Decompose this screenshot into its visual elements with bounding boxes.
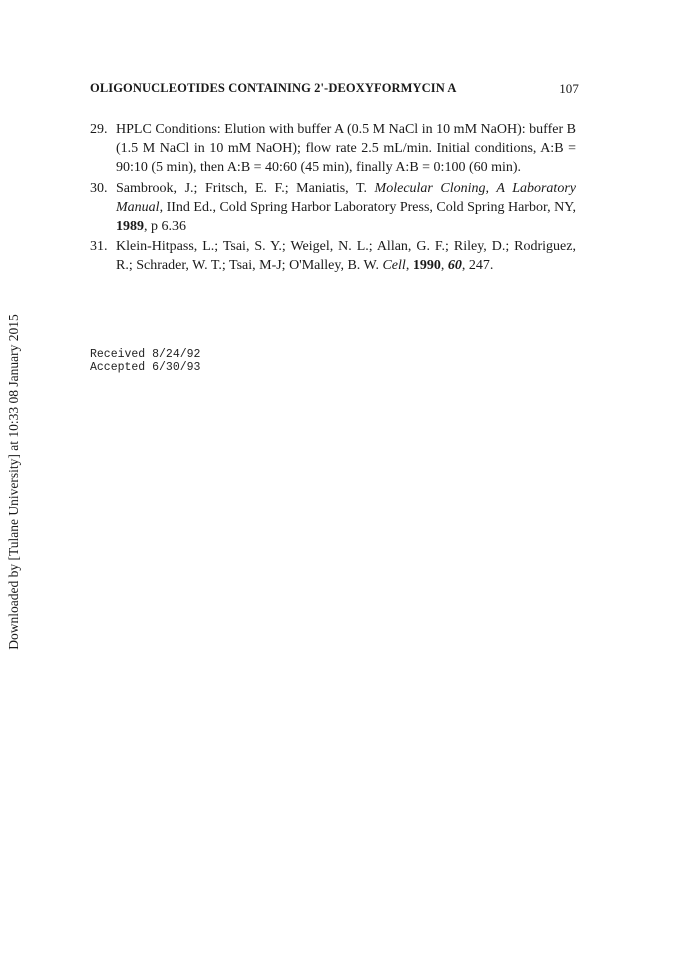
reference-segment: , IInd Ed., Cold Spring Harbor Laboratory Press, Cold Spring Harbor, NY, (159, 199, 576, 215)
reference-item (90, 179, 576, 237)
reference-segment: 1989 (116, 219, 144, 235)
manuscript-dates (90, 348, 200, 374)
reference-segment: , (440, 258, 448, 274)
running-head (90, 81, 579, 99)
accepted-date: Accepted 6/30/93 (90, 361, 201, 374)
reference-segment: HPLC Conditions: Elution with buffer A (0.5 M NaCl in 10 mM NaOH): buffer B (1.5 M NaCl in 10 mM NaOH); flow rate 2.5 mL/min. Initial conditions, A:B = 90:10 (5 min), then A:B = 40:60 (45 min), finally A:B = 0:100 (60 min). (116, 122, 576, 176)
reference-text (116, 179, 576, 237)
page-number: 107 (559, 81, 579, 96)
reference-segment: Klein-Hitpass, L.; Tsai, S. Y.; Weigel, N. L.; Allan, G. F.; Riley, D.; Rodriguez, R.; Schrader, W. T.; Tsai, M-J; O'Malley, B. W. (116, 239, 576, 274)
reference-number: 31. (90, 239, 108, 255)
reference-item (90, 120, 576, 178)
reference-number: 29. (90, 122, 108, 137)
running-title: OLIGONUCLEOTIDES CONTAINING 2'-DEOXYFORMYCIN A (90, 81, 457, 95)
download-watermark-text: Downloaded by [Tulane University] at 10:33 08 January 2015 (6, 314, 21, 650)
reference-number: 30. (90, 180, 108, 196)
reference-item (90, 237, 576, 275)
reference-segment: 60 (447, 258, 462, 274)
reference-list (90, 120, 576, 277)
reference-segment: Cell (382, 258, 406, 274)
reference-text (116, 237, 576, 275)
reference-segment: , (405, 258, 413, 274)
reference-segment: Molecular Cloning, A Laboratory Manual (116, 180, 576, 215)
reference-segment: Sambrook, J.; Fritsch, E. F.; Maniatis, T. (116, 180, 375, 196)
received-date: Received 8/24/92 (90, 348, 201, 361)
reference-text (116, 120, 576, 178)
reference-segment: , p 6.36 (144, 219, 186, 235)
reference-segment: 1990 (412, 258, 441, 274)
reference-segment: , 247. (461, 258, 494, 274)
